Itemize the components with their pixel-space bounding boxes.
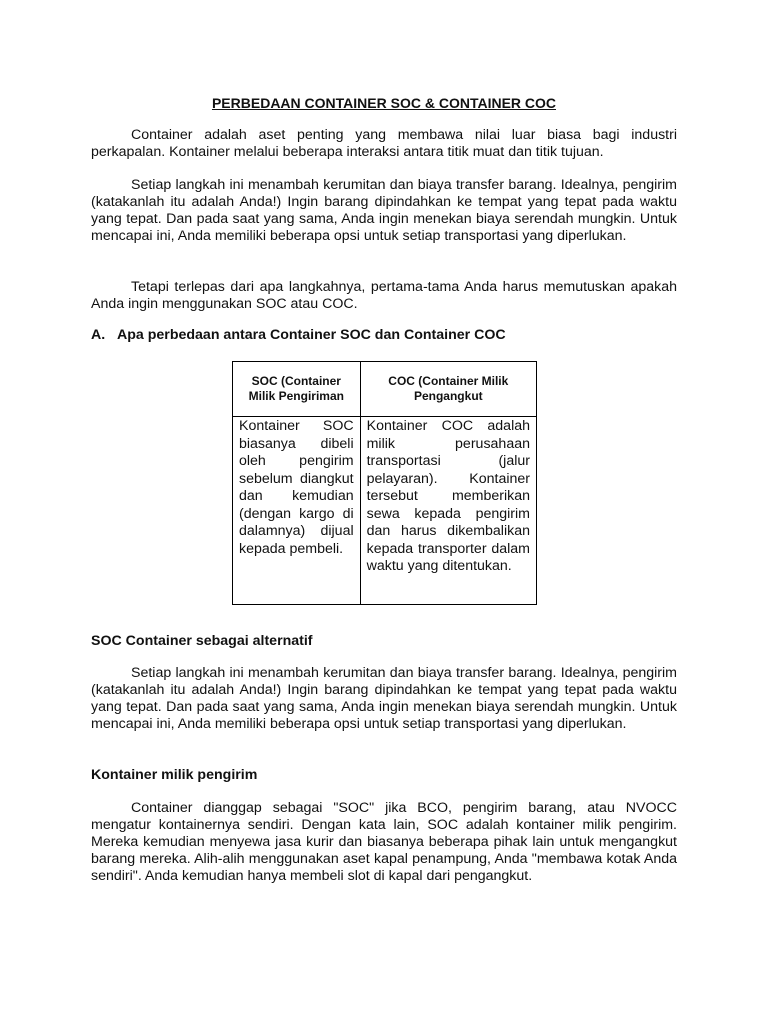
comparison-table <box>232 361 537 605</box>
intro-paragraph-3: Tetapi terlepas dari apa langkahnya, pertama-tama Anda harus memutuskan apakah Anda ingin menggunakan SOC atau COC. <box>91 279 677 312</box>
shipper-owned-heading: Kontainer milik pengirim <box>91 767 258 783</box>
table-row <box>233 417 537 605</box>
soc-alternative-heading: SOC Container sebagai alternatif <box>91 633 313 649</box>
table-header-row <box>233 362 537 417</box>
table-cell-soc: Kontainer SOC biasanya dibeli oleh pengirim sebelum diangkut dan kemudian (dengan kargo di dalamnya) dijual kepada pembeli. <box>233 417 361 605</box>
section-a-heading <box>91 327 506 344</box>
table-cell-coc: Kontainer COC adalah milik perusahaan transportasi (jalur pelayaran). Kontainer tersebut memberikan sewa kepada pengirim dan harus dikembalikan kepada transporter dalam waktu yang ditentukan. <box>360 417 536 605</box>
shipper-owned-paragraph: Container dianggap sebagai "SOC" jika BCO, pengirim barang, atau NVOCC mengatur kontainernya sendiri. Dengan kata lain, SOC adalah kontainer milik pengirim. Mereka kemudian menyewa jasa kurir dan biasanya beberapa pihak lain untuk mengangkut barang mereka. Alih-alih menggunakan aset kapal penampung, Anda "membawa kotak Anda sendiri". Anda kemudian hanya membeli slot di kapal dari pengangkut. <box>91 800 677 884</box>
intro-paragraph-1: Container adalah aset penting yang membawa nilai luar biasa bagi industri perkapalan. Kontainer melalui beberapa interaksi antara titik muat dan titik tujuan. <box>91 127 677 160</box>
table-header-soc: SOC (Container Milik Pengiriman <box>233 362 361 417</box>
soc-alternative-paragraph: Setiap langkah ini menambah kerumitan dan biaya transfer barang. Idealnya, pengirim (katakanlah itu adalah Anda!) Ingin barang dipindahkan ke tempat yang tepat pada waktu yang tepat. Dan pada saat yang sama, Anda ingin menekan biaya serendah mungkin. Untuk mencapai ini, Anda memiliki beberapa opsi untuk setiap transportasi yang diperlukan. <box>91 665 677 732</box>
section-a-heading-text: Apa perbedaan antara Container SOC dan Container COC <box>117 327 506 343</box>
table-header-coc: COC (Container Milik Pengangkut <box>360 362 536 417</box>
intro-paragraph-2: Setiap langkah ini menambah kerumitan dan biaya transfer barang. Idealnya, pengirim (katakanlah itu adalah Anda!) Ingin barang dipindahkan ke tempat yang tepat pada waktu yang tepat. Dan pada saat yang sama, Anda ingin menekan biaya serendah mungkin. Untuk mencapai ini, Anda memiliki beberapa opsi untuk setiap transportasi yang diperlukan. <box>91 177 677 244</box>
document-title: PERBEDAAN CONTAINER SOC & CONTAINER COC <box>211 95 557 111</box>
section-a-marker: A. <box>91 327 106 343</box>
